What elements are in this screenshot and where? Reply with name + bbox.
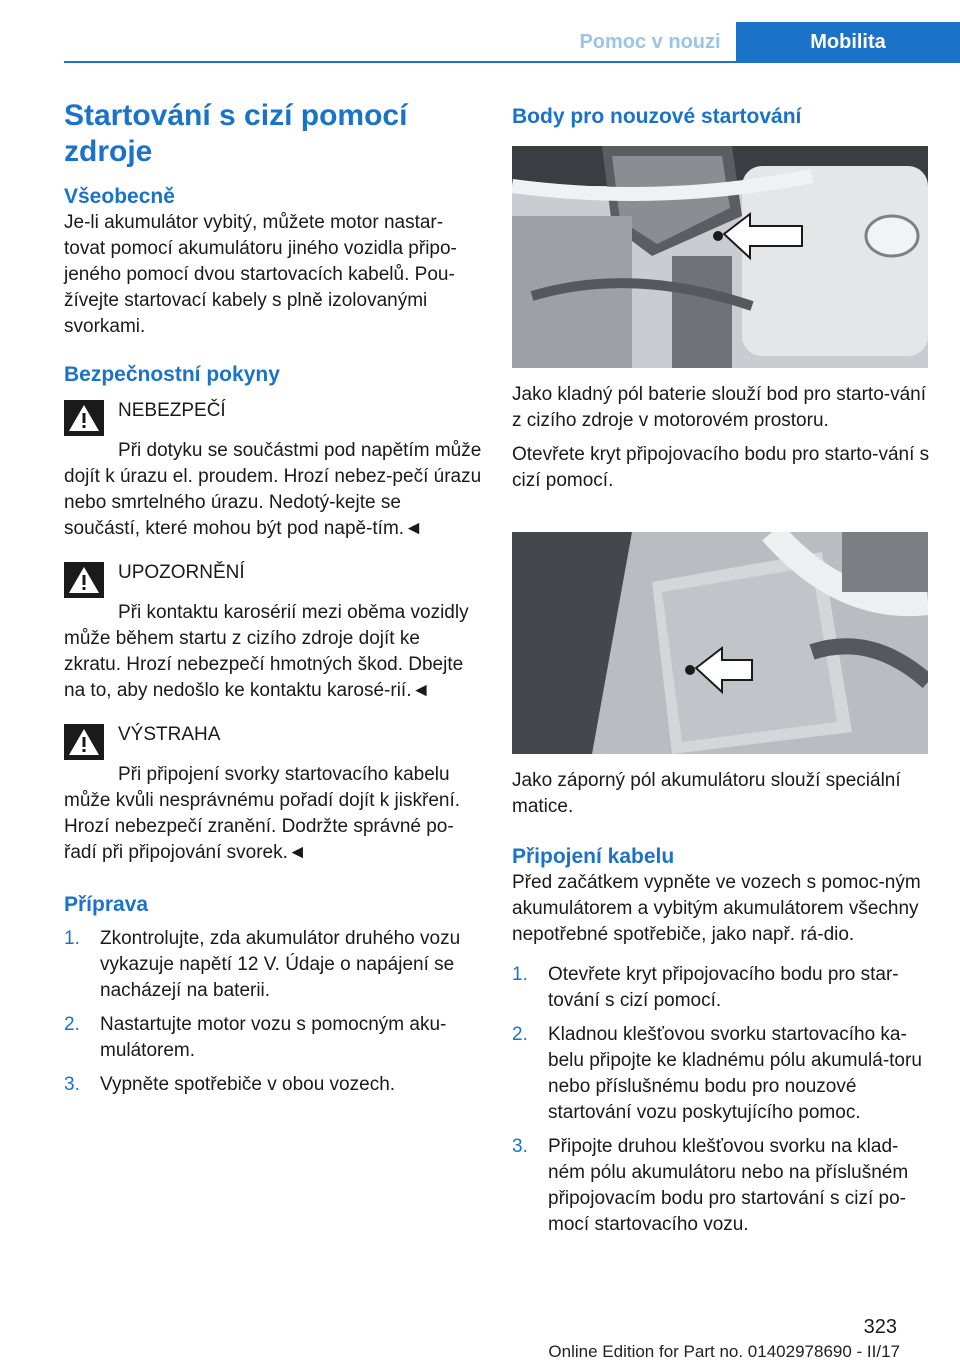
list-item — [512, 1022, 930, 1126]
warning-triangle-icon — [64, 400, 104, 436]
list-item — [512, 962, 930, 1014]
engine-bay-photo-negative — [512, 532, 928, 754]
photo-caption-open-cover: Otevřete kryt připojovacího bodu pro starto-vání s cizí pomocí. — [512, 444, 930, 491]
connect-heading: Připojení kabelu — [512, 845, 675, 868]
step-text: Otevřete kryt připojovacího bodu pro star-tování s cizí pomocí. — [548, 964, 899, 1011]
points-heading: Body pro nouzové startování — [512, 105, 802, 128]
warning-title: NEBEZPEČÍ — [118, 400, 226, 421]
step-number: 3. — [512, 1136, 528, 1157]
photo-caption-negative: Jako záporný pól akumulátoru slouží speciální matice. — [512, 770, 901, 817]
warning-caution — [64, 560, 482, 598]
step-text: Připojte druhou klešťovou svorku na klad-ném pólu akumulátoru nebo na příslušném připojovacím bodu pro startování s cizí po-mocí startovacího vozu. — [548, 1136, 909, 1235]
step-number: 1. — [64, 928, 80, 949]
step-number: 3. — [64, 1074, 80, 1095]
warning-danger — [64, 398, 482, 436]
warning-text: Při dotyku se součástmi pod napětím může dojít k úrazu el. proudem. Hrozí nebez-pečí úrazu nebo smrtelného úrazu. Nedotý-kejte se součástí, které mohou být pod napě-tím.◄ — [64, 440, 482, 539]
safety-heading: Bezpečnostní pokyny — [64, 363, 280, 386]
engine-bay-photo-positive — [512, 146, 928, 368]
general-text: Je-li akumulátor vybitý, můžete motor nastar-tovat pomocí akumulátoru jiného vozidla připo-jeného pomocí dvou startovacích kabelů. Pou-žívejte startovací kabely s plně izolovanými svorkami. — [64, 212, 457, 337]
step-text: Nastartujte motor vozu s pomocným aku-mulátorem. — [100, 1014, 447, 1061]
warning-triangle-icon — [64, 724, 104, 760]
warning-triangle-icon — [64, 562, 104, 598]
warning-text: Při kontaktu karosérií mezi oběma vozidly může během startu z cizího zdroje dojít ke zkratu. Hrozí nebezpečí hmotných škod. Dbejte na to, aby nedošlo ke kontaktu karosé-rií.◄ — [64, 602, 469, 701]
connect-text: Před začátkem vypněte ve vozech s pomoc-ným akumulátorem a vybitým akumulátorem všechny nepotřebné spotřebiče, jako např. rá-dio. — [512, 872, 921, 945]
edition-footer: Online Edition for Part no. 01402978690 - II/17 — [548, 1342, 900, 1361]
list-item — [64, 1072, 482, 1098]
step-text: Kladnou klešťovou svorku startovacího ka-belu připojte ke kladnému pólu akumulá-toru nebo příslušnému bodu pro nouzové startování vozu poskytujícího pomoc. — [548, 1024, 922, 1123]
prep-heading: Příprava — [64, 893, 149, 916]
page-number: 323 — [863, 1316, 897, 1338]
step-number: 1. — [512, 964, 528, 985]
step-text: Zkontrolujte, zda akumulátor druhého vozu vykazuje napětí 12 V. Údaje o napájení se nacházejí na baterii. — [100, 928, 461, 1001]
header-divider — [64, 61, 960, 63]
left-column — [64, 98, 482, 1098]
list-item — [64, 1012, 482, 1064]
page-title: Startování s cizí pomocí zdroje — [64, 99, 408, 168]
step-number: 2. — [512, 1024, 528, 1045]
engine-bay-illustration — [512, 532, 928, 754]
warning-text: Při připojení svorky startovacího kabelu může kvůli nesprávnému pořadí dojít k jiskření. Hrozí nebezpečí zranění. Dodržte správné po-řadí při připojování svorek.◄ — [64, 764, 461, 863]
list-item — [512, 1134, 930, 1238]
header-tab-emergency[interactable]: Pomoc v nouzi — [579, 31, 721, 53]
list-item — [64, 926, 482, 1004]
engine-bay-illustration — [512, 146, 928, 368]
header-tab-mobility[interactable]: Mobilita — [736, 22, 960, 62]
general-heading: Všeobecně — [64, 185, 175, 208]
warning-alert — [64, 722, 482, 760]
right-column — [512, 98, 930, 1238]
warning-title: UPOZORNĚNÍ — [118, 562, 245, 583]
prep-steps-list — [64, 926, 482, 1098]
warning-title: VÝSTRAHA — [118, 724, 221, 745]
step-number: 2. — [64, 1014, 80, 1035]
step-text: Vypněte spotřebiče v obou vozech. — [100, 1074, 396, 1095]
photo-caption-positive: Jako kladný pól baterie slouží bod pro starto-vání z cizího zdroje v motorovém prostoru. — [512, 384, 927, 431]
connect-steps-list — [512, 962, 930, 1238]
